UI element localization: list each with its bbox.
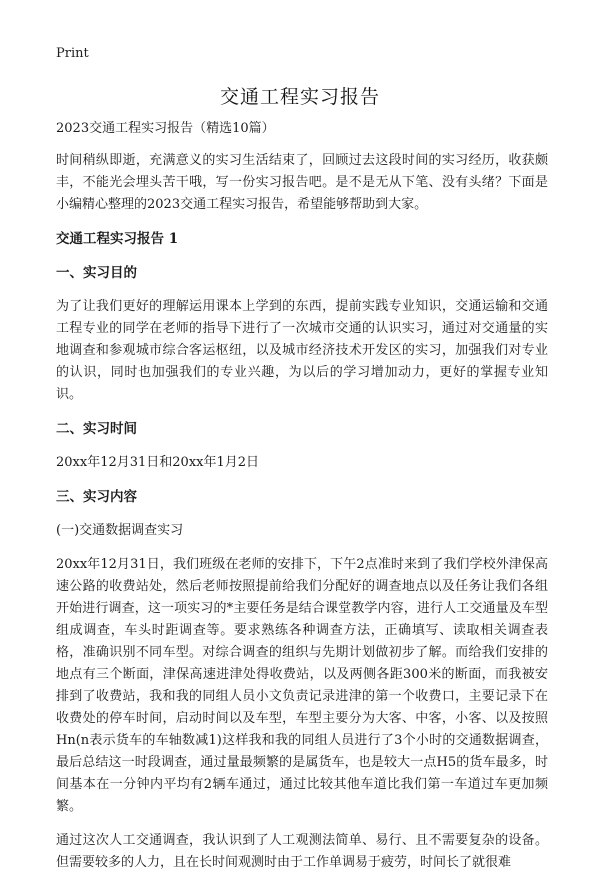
section-heading-content: 三、实习内容 — [56, 489, 137, 505]
report-heading: 交通工程实习报告 1 — [56, 231, 179, 247]
content-paragraph-1: 20xx年12月31日，我们班级在老师的安排下，下午2点准时来到了我们学校外津保高速公路的收费站处，然后老师按照提前给我们分配好的调查地点以及任务让我们各组开始进行调查，这一项实习的*主要任务是结合课堂教学内容，进行人工交通量及车型组成调查，车头时距调查等。要求熟练各种调查方法，正确填写、读取相关调查表格，准确识别不同车型。对综合调查的组织与先期计划做初步了解。而给我们安排的地点有三个断面，津保高速进津处得收费站，以及两侧各距300米的断面，而我被安排到了收费站，我和我的同组人员小文负责记录进津的第一个收费口，主要记录下在收费处的停车时间，启动时间以及车型，车型主要分为大客、中客，小客、以及按照Hn(n表示货车的车轴数减1)这样我和我的同组人员进行了3个小时的交通数据调查，最后总结这一时段调查，通过量最频繁的是属货车，也是较大一点H5的货车最多，时间基本在一分钟内平均有2辆车通过，通过比较其他车道比我们第一车道过车更加频繁。 — [56, 557, 548, 814]
content-paragraph-2: 通过这次人工交通调查，我认识到了人工观测法简单、易行、且不需要复杂的设备。但需要较多的人力，且在长时间观测时由于工作单调易于疲劳，时间长了就很难 — [56, 833, 548, 870]
document-subtitle: 2023交通工程实习报告（精选10篇） — [56, 121, 275, 136]
section-heading-time: 二、实习时间 — [56, 421, 137, 437]
section-text-time: 20xx年12月31日和20xx年1月2日 — [56, 455, 260, 470]
print-label[interactable]: Print — [56, 46, 89, 61]
intro-paragraph: 时间稍纵即逝，充满意义的实习生活结束了，回顾过去这段时间的实习经历，收获颇丰，不能光会埋头苦干哦，写一份实习报告吧。是不是无从下笔、没有头绪？下面是小编精心整理的2023交通工程实习报告，希望能够帮助到大家。 — [56, 153, 548, 212]
sub-heading-traffic-survey: (一)交通数据调查实习 — [56, 523, 184, 538]
document-body — [56, 118, 548, 874]
section-text-purpose: 为了让我们更好的理解运用课本上学到的东西，提前实践专业知识，交通运输和交通工程专业的同学在老师的指导下进行了一次城市交通的认识实习，通过对交通量的实地调查和参观城市综合客运枢纽，以及城市经济技术开发区的实习，加强我们对专业的认识，同时也加强我们的专业兴趣，为以后的学习增加动力，更好的掌握专业知识。 — [56, 299, 548, 402]
document-title: 交通工程实习报告 — [219, 86, 380, 108]
section-heading-purpose: 一、实习目的 — [56, 265, 137, 281]
